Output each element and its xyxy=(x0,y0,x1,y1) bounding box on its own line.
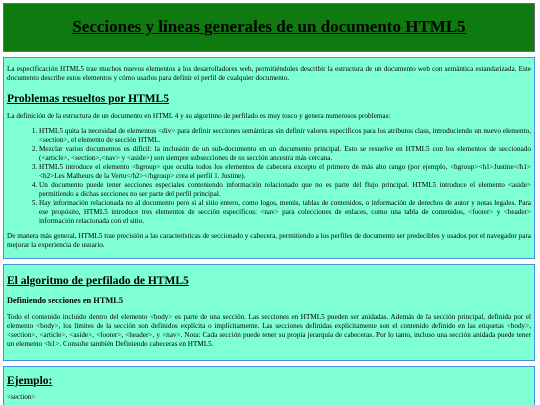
algorithm-heading: El algoritmo de perfilado de HTML5 xyxy=(7,275,189,287)
list-item: 4. Un documento puede tener secciones especiales conteniendo información relacionado que no es parte del flujo principal. HTML5 introduce el elemento <aside> permitiendo a dichas secciones no ser parte del perfil principal. xyxy=(39,181,531,199)
example-code: <section> xyxy=(7,393,36,401)
list-item: 2. Mezclar varios documentos es difícil: la inclusión de un sub-documento en un documento principal. Esto se resuelve en HTML5 con los elementos de seccionado (<article>, <section>,<nav> y <aside>) son siempre subsecciones de su sección ancestra más cercana. xyxy=(39,145,531,163)
example-heading: Ejemplo: xyxy=(7,375,53,387)
algorithm-subheading: Definiendo secciones en HTML5 xyxy=(7,296,124,305)
page-header xyxy=(3,3,535,52)
intro-paragraph: La especificación HTML5 trae muchos nuevos elementos a los desarrolladores web, permitiéndoles describir la estructura de un documento web con semántica estandarizada. Este documento describe estos elementos y cómo usarlos para definir el perfil de cualquier documento. xyxy=(7,65,531,82)
problems-closing: De manera más general, HTML5 trae precisión a las características de seccionado y cabecera, permitiendo a los perfiles de documento ser predecibles y usados por el navegador para mejorar la experiencia de usuario. xyxy=(7,232,531,249)
section-algorithm xyxy=(3,264,535,361)
list-item: 5. Hay información relacionada no al documento pero si al sitio entero, como logos, menús, tablas de contenidos, o información de derechos de autor y notas legales. Para ese propósito, HTML5 introduce tres elementos de sección específicos: <nav> para colecciones de enlaces, como una tabla de contenidos, <footer> y <header> información relacionada con el sitio. xyxy=(39,199,531,226)
problems-heading: Problemas resueltos por HTML5 xyxy=(7,93,169,105)
problems-list xyxy=(7,127,531,226)
section-problems xyxy=(3,57,535,259)
list-item: 3. HTML5 introduce el elemento <hgroup> que oculta todos los elementos de cabecera excepto el primero de más alto rango (por ejemplo, <hgroup><h1>Justine</h1><h2>Les Malheurs de la Vertu</h2></hgroup> crea el perfil 1. Justine). xyxy=(39,163,531,181)
list-item: 1. HTML5 quita la necesidad de elementos <div> para definir secciones semánticas sin definir valores específicos para los atributos class, introduciendo un nuevo elemento, <section>, el elemento de sección HTML. xyxy=(39,127,531,145)
algorithm-paragraph: Todo el contenido incluido dentro del elemento <body> es parte de una sección. Las secciones en HTML5 pueden ser anidadas. Además de la sección principal, definida por el elemento <body>, los límites de la sección son definidos explícita o implícitamente. Las secciones definidas explícitamente son el contenido definido en las etiquetas <body>, <section>, <article>, <aside>, <footer>, <header>, y <nav>. Nota: Cada sección puede tener su propia jerarquía de cabeceras. Por lo tanto, incluso una sección anidada puede tener un elemento <h1>. Consulte también Definiendo cabeceras en HTML5. xyxy=(7,313,531,348)
section-example xyxy=(3,366,535,405)
page-title: Secciones y líneas generales de un documento HTML5 xyxy=(72,17,466,36)
problems-lead: La definición de la estructura de un documento en HTML 4 y su algoritmo de perfilado es muy tosco y genera numerosos problemas: xyxy=(7,112,391,120)
